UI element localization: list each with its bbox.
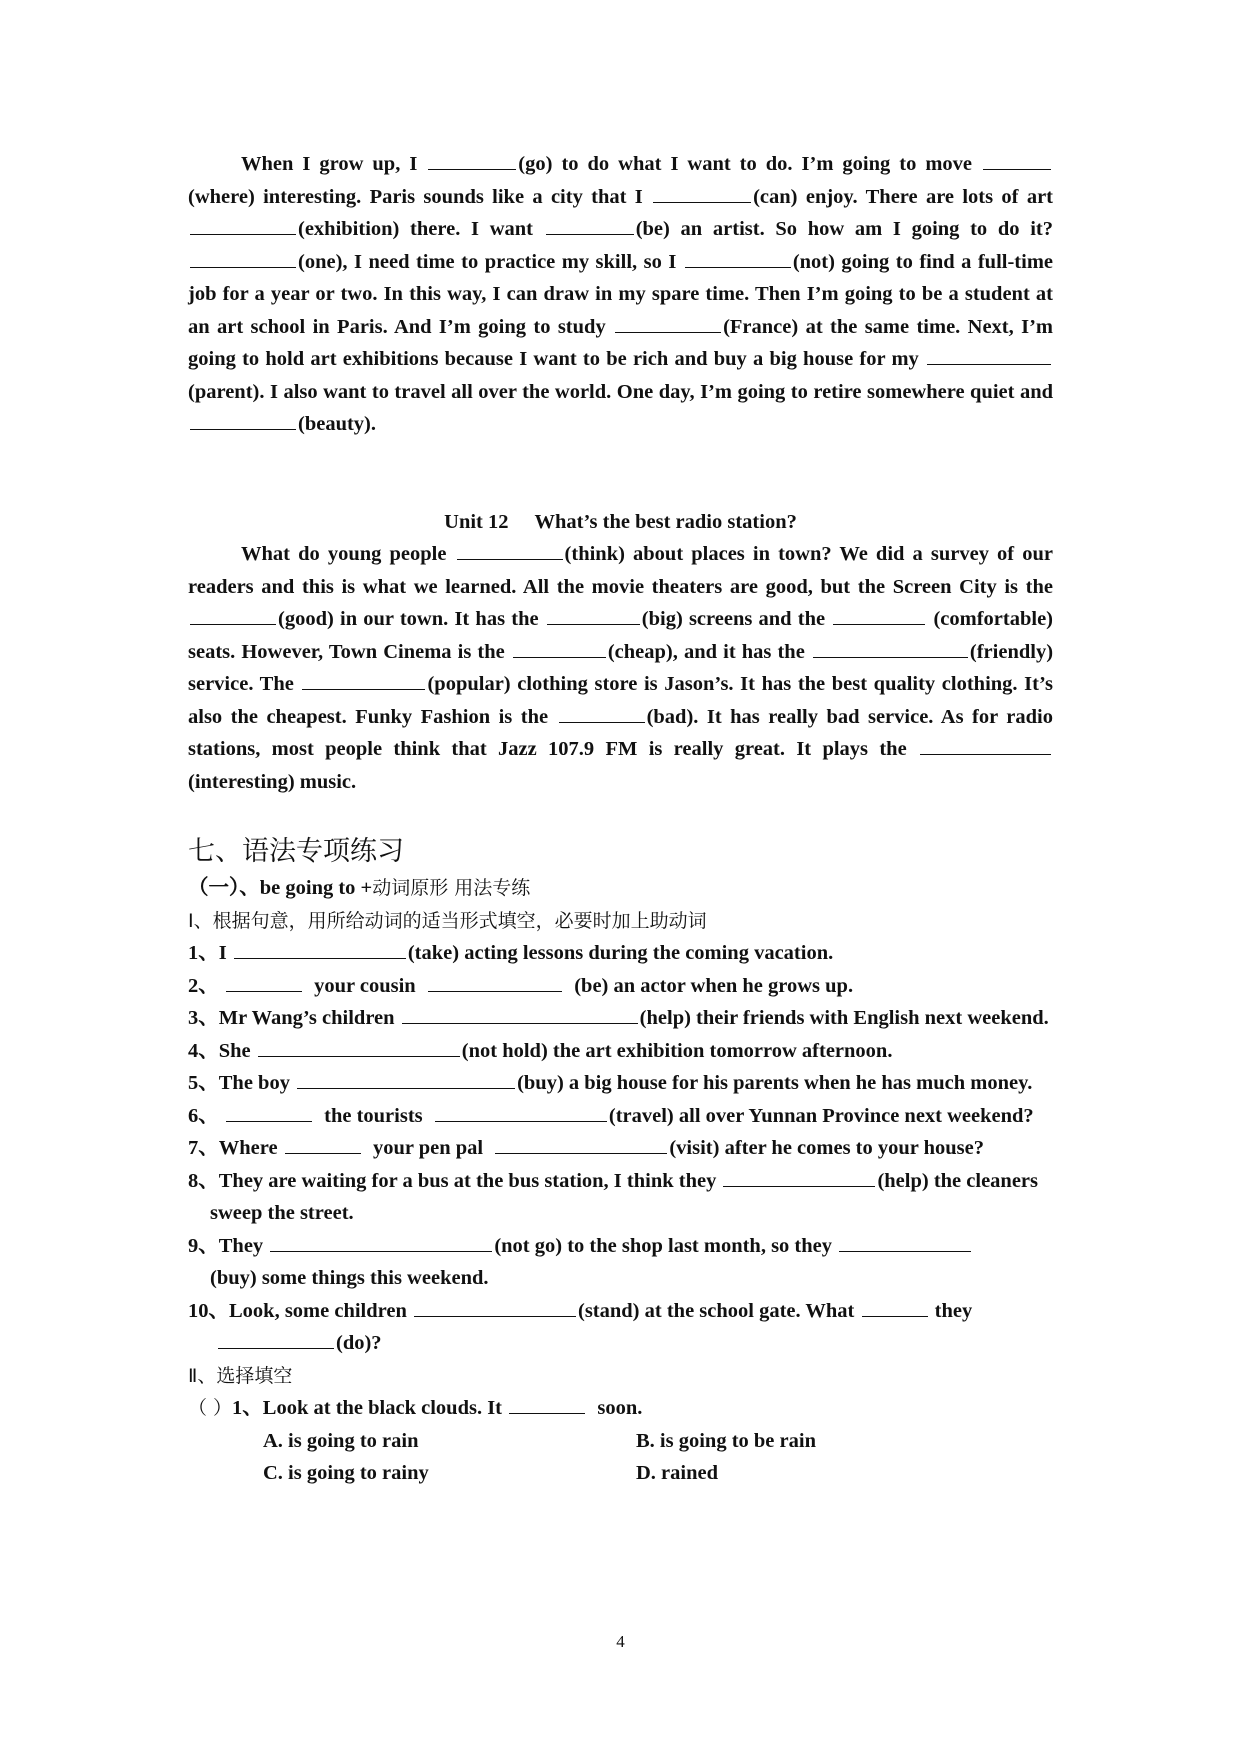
question-text: (buy) a big house for his parents when he has much money. bbox=[517, 1072, 1033, 1094]
question-text: (travel) all over Yunnan Province next weekend? bbox=[608, 1104, 1034, 1127]
page-number: 4 bbox=[616, 1632, 625, 1651]
passage-text: (big) screens and the bbox=[641, 608, 826, 630]
question-text: 1、Look at the black clouds. It bbox=[232, 1397, 503, 1419]
answer-blank[interactable] bbox=[234, 938, 406, 959]
question-text: 3、Mr Wang’s children bbox=[188, 1007, 395, 1029]
passage-text: (popular) clothing store is Jason’s. It has the best quality clothing. It’s also the cheapest. Funky Fashion is the bbox=[188, 673, 1054, 728]
passage-paragraph-1 bbox=[188, 148, 1053, 441]
question-text: your cousin bbox=[314, 974, 416, 997]
answer-blank[interactable] bbox=[813, 637, 968, 658]
passage-text: (friendly) service. The bbox=[188, 640, 1054, 695]
question-text: 6、 bbox=[188, 1104, 219, 1127]
answer-blank[interactable] bbox=[723, 1166, 875, 1187]
question-text: (help) the cleaners bbox=[877, 1169, 1038, 1192]
question-text: (not hold) the art exhibition tomorrow afternoon. bbox=[461, 1039, 893, 1062]
answer-blank[interactable] bbox=[653, 182, 751, 203]
passage-text: (one), I need time to practice my skill, so I bbox=[298, 250, 677, 273]
answer-blank[interactable] bbox=[495, 1133, 667, 1154]
question-text: (do)? bbox=[336, 1332, 382, 1354]
question-5 bbox=[188, 1067, 1053, 1100]
answer-blank[interactable] bbox=[839, 1231, 971, 1252]
passage-text: (go) to do what I want to do. I’m going to move bbox=[518, 153, 972, 175]
passage-text: (beauty). bbox=[298, 413, 377, 435]
question-text: (stand) at the school gate. What bbox=[578, 1299, 855, 1322]
instruction-2: Ⅱ、选择填空 bbox=[188, 1364, 293, 1387]
answer-blank[interactable] bbox=[297, 1068, 515, 1089]
answer-blank[interactable] bbox=[428, 149, 516, 170]
question-8-cont bbox=[188, 1197, 1053, 1230]
subsection-heading bbox=[188, 872, 1053, 905]
answer-blank[interactable] bbox=[428, 971, 562, 992]
question-text: your pen pal bbox=[372, 1137, 484, 1159]
subsection-label: 动词原形 用法专练 bbox=[372, 877, 531, 899]
answer-blank[interactable] bbox=[983, 149, 1051, 170]
question-10-cont bbox=[188, 1327, 1053, 1360]
question-10 bbox=[188, 1295, 1053, 1328]
answer-blank[interactable] bbox=[559, 702, 645, 723]
passage-text: (think) about places in town? We did a survey of our readers and this is what we learned. All the movie theaters are good, but the Screen City is the bbox=[188, 543, 1053, 598]
question-text: the tourists bbox=[324, 1104, 423, 1127]
unit-heading: What’s the best radio station? bbox=[534, 510, 797, 533]
answer-blank[interactable] bbox=[920, 734, 1051, 755]
answer-blank[interactable] bbox=[513, 637, 606, 658]
question-2 bbox=[188, 970, 1053, 1003]
answer-blank[interactable] bbox=[190, 604, 276, 625]
passage-text: (France) at the same time. Next, I’m going to hold art exhibitions because I want to be rich and buy a big house for my bbox=[188, 315, 1054, 370]
answer-blank[interactable] bbox=[685, 247, 791, 268]
section-heading: 七、语法专项练习 bbox=[188, 836, 404, 867]
question-text: 8、They are waiting for a bus at the bus station, I think they bbox=[188, 1169, 717, 1192]
option-a[interactable]: A. is going to rain bbox=[263, 1429, 419, 1452]
question-6 bbox=[188, 1100, 1053, 1133]
unit-number: Unit 12 bbox=[444, 510, 509, 533]
question-text: 10、Look, some children bbox=[188, 1299, 407, 1322]
question-7 bbox=[188, 1132, 1053, 1165]
question-9 bbox=[188, 1230, 1053, 1263]
answer-blank[interactable] bbox=[435, 1101, 607, 1122]
answer-blank[interactable] bbox=[190, 214, 296, 235]
answer-blank[interactable] bbox=[457, 539, 563, 560]
answer-blank[interactable] bbox=[302, 669, 425, 690]
question-9-cont bbox=[188, 1262, 1053, 1295]
answer-blank[interactable] bbox=[402, 1003, 638, 1024]
mc-question-1 bbox=[188, 1392, 1053, 1425]
answer-blank[interactable] bbox=[615, 312, 721, 333]
answer-blank[interactable] bbox=[547, 604, 640, 625]
passage-text: (where) interesting. Paris sounds like a city that I bbox=[188, 185, 643, 208]
question-text: soon. bbox=[597, 1397, 643, 1419]
answer-blank[interactable] bbox=[509, 1393, 585, 1414]
passage-text: What do young people bbox=[241, 543, 447, 565]
passage-text: (cheap), and it has the bbox=[607, 640, 805, 663]
passage-text: (not) going to find a full-time job for a year or two. In this way, I can draw in my spare time. Then I’m going to be a student at an art school in Paris. And I’m going to study bbox=[188, 250, 1053, 338]
question-text: (buy) some things this weekend. bbox=[210, 1267, 489, 1289]
answer-blank[interactable] bbox=[546, 214, 634, 235]
question-text: (take) acting lessons during the coming vacation. bbox=[407, 942, 834, 964]
answer-blank[interactable] bbox=[190, 409, 296, 430]
question-text: 5、The boy bbox=[188, 1072, 290, 1094]
question-8 bbox=[188, 1165, 1053, 1198]
passage-text: (bad). It has really bad service. As for radio stations, most people think that Jazz 107.9 FM is really great. It plays the bbox=[188, 705, 1053, 760]
passage-text: (good) in our town. It has the bbox=[278, 608, 539, 630]
question-text: (visit) after he comes to your house? bbox=[669, 1137, 985, 1159]
answer-blank[interactable] bbox=[218, 1328, 334, 1349]
unit-title bbox=[188, 506, 1053, 539]
passage-text: When I grow up, I bbox=[241, 153, 418, 175]
option-d[interactable]: D. rained bbox=[636, 1462, 718, 1484]
question-text: they bbox=[934, 1299, 973, 1322]
passage-text: (can) enjoy. There are lots of art bbox=[753, 185, 1053, 208]
answer-blank[interactable] bbox=[226, 1101, 312, 1122]
question-text: (help) their friends with English next weekend. bbox=[639, 1007, 1049, 1029]
question-text: 2、 bbox=[188, 974, 219, 997]
passage-paragraph-2 bbox=[188, 538, 1053, 798]
subsection-label: （一）、be going to + bbox=[188, 877, 373, 899]
passage-text: (parent). I also want to travel all over the world. One day, I’m going to retire somewhere quiet and bbox=[188, 380, 1053, 403]
passage-text: (be) an artist. So how am I going to do it? bbox=[635, 218, 1053, 240]
answer-blank[interactable] bbox=[190, 247, 296, 268]
answer-blank[interactable] bbox=[927, 344, 1051, 365]
question-text: (not go) to the shop last month, so they bbox=[494, 1234, 833, 1257]
answer-blank[interactable] bbox=[285, 1133, 361, 1154]
question-text: (be) an actor when he grows up. bbox=[574, 974, 854, 997]
passage-text: (comfortable) seats. However, Town Cinema is the bbox=[188, 608, 1053, 663]
answer-blank[interactable] bbox=[270, 1231, 492, 1252]
document-page bbox=[188, 148, 1053, 1490]
question-text: 1、I bbox=[188, 942, 227, 964]
passage-text: (interesting) music. bbox=[188, 770, 357, 793]
question-text: 9、They bbox=[188, 1234, 264, 1257]
answer-blank[interactable] bbox=[226, 971, 302, 992]
option-c[interactable]: C. is going to rainy bbox=[263, 1462, 429, 1484]
question-4 bbox=[188, 1035, 1053, 1068]
answer-blank[interactable] bbox=[414, 1296, 576, 1317]
answer-paren[interactable]: （ ） bbox=[188, 1397, 233, 1419]
options-row-2 bbox=[188, 1457, 1053, 1490]
question-text: sweep the street. bbox=[210, 1202, 354, 1224]
answer-blank[interactable] bbox=[833, 604, 925, 625]
passage-text: (exhibition) there. I want bbox=[298, 218, 533, 240]
question-text: 4、She bbox=[188, 1039, 251, 1062]
answer-blank[interactable] bbox=[862, 1296, 928, 1317]
option-b[interactable]: B. is going to be rain bbox=[636, 1429, 816, 1452]
options-row-1 bbox=[188, 1425, 1053, 1458]
answer-blank[interactable] bbox=[258, 1036, 460, 1057]
instruction-1: Ⅰ、根据句意，用所给动词的适当形式填空，必要时加上助动词 bbox=[188, 909, 707, 932]
question-text: 7、Where bbox=[188, 1137, 278, 1159]
question-1 bbox=[188, 937, 1053, 970]
question-3 bbox=[188, 1002, 1053, 1035]
